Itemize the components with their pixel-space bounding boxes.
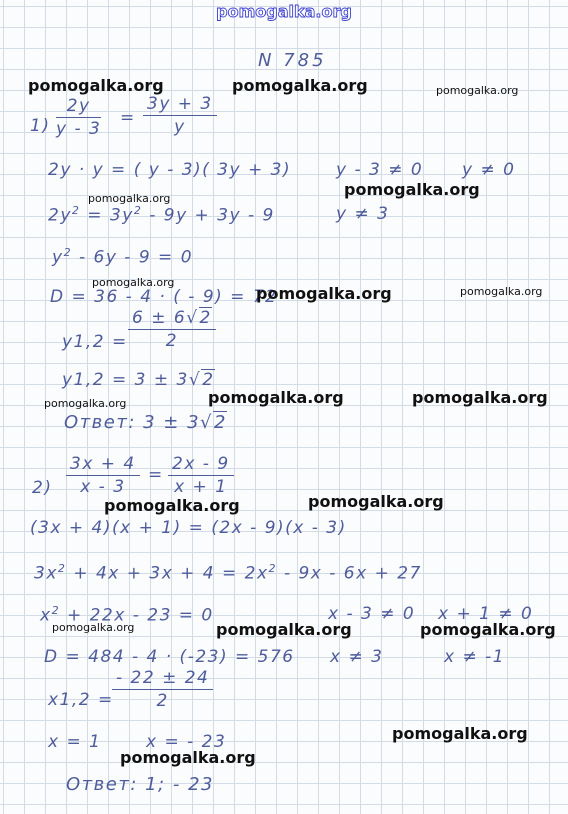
part1-step2-a: 2y — [48, 205, 72, 226]
watermark: pomogalka.org — [232, 76, 368, 95]
part1-frac-left-num: 2y — [56, 96, 101, 118]
watermark: pomogalka.org — [120, 748, 256, 767]
watermark: pomogalka.org — [208, 388, 344, 407]
part2-step2-b: + 4x + 3x + 4 = 2x — [73, 563, 269, 584]
part2-roots-label: x1,2 = — [48, 690, 114, 710]
header-watermark: pomogalka.org — [216, 2, 352, 21]
part1-step3-b: - 6y - 9 = 0 — [78, 247, 194, 268]
watermark: pomogalka.org — [436, 84, 519, 97]
part2-step2-c: - 9x - 6x + 27 — [283, 563, 422, 584]
watermark: pomogalka.org — [28, 76, 164, 95]
part2-step3-b: + 22x - 23 = 0 — [66, 605, 214, 626]
part1-frac-right-den: y — [174, 117, 186, 137]
part1-step2-c: - 9y + 3y - 9 — [149, 205, 275, 226]
part2-cond1: x - 3 ≠ 0 — [328, 604, 416, 624]
watermark: pomogalka.org — [88, 192, 171, 205]
part2-step1: (3x + 4)(x + 1) = (2x - 9)(x - 3) — [30, 518, 347, 538]
watermark: pomogalka.org — [412, 388, 548, 407]
sqrt-icon: √ — [188, 370, 202, 390]
part1-fraction-right — [143, 94, 217, 137]
part2-root1: x = 1 — [48, 732, 102, 752]
part1-roots2-a: y1,2 = 3 ± 3 — [62, 370, 189, 390]
part2-label: 2) — [32, 478, 53, 498]
part1-roots-num-rad: 2 — [199, 308, 212, 328]
part1-roots-den: 2 — [165, 331, 179, 351]
part1-step1: 2y · y = ( y - 3)( 3y + 3) — [48, 160, 292, 180]
part1-roots-num — [128, 308, 216, 330]
watermark: pomogalka.org — [392, 724, 528, 743]
part1-roots-label: y1,2 = — [62, 332, 128, 352]
part2-frac-right-den: x + 1 — [174, 477, 228, 497]
part1-step3-a: y — [52, 247, 64, 268]
part2-step2: $3x^2 + 4x + 3x + 4 = 2x^2 - 9x - 6x + 27$ — [34, 562, 422, 584]
part1-answer-a: Ответ: 3 ± 3 — [64, 412, 201, 433]
watermark: pomogalka.org — [308, 492, 444, 511]
part2-answer: Ответ: 1; - 23 — [66, 774, 214, 795]
problem-number: N 785 — [258, 50, 327, 71]
part2-frac-right-num: 2x - 9 — [168, 454, 234, 476]
part2-cond4: x ≠ -1 — [444, 647, 506, 667]
part1-cond3: y ≠ 3 — [336, 204, 390, 224]
part2-cond2: x + 1 ≠ 0 — [438, 604, 534, 624]
part1-step2-b: = 3y — [87, 205, 134, 226]
part1-frac-right-num: 3y + 3 — [143, 94, 217, 116]
part1-answer-rad: 2 — [214, 412, 227, 433]
watermark: pomogalka.org — [92, 276, 175, 289]
watermark: pomogalka.org — [460, 285, 543, 298]
watermark: pomogalka.org — [44, 397, 127, 410]
part2-cond3: x ≠ 3 — [330, 647, 384, 667]
part2-frac-left-num: 3x + 4 — [66, 454, 140, 476]
part1-roots2-rad: 2 — [202, 370, 215, 390]
part1-eq-sign: = — [120, 108, 136, 128]
part1-label: 1) — [30, 116, 51, 136]
part1-fraction-left — [56, 96, 101, 139]
part2-discriminant: D = 484 - 4 · (-23) = 576 — [44, 647, 295, 667]
watermark: pomogalka.org — [216, 620, 352, 639]
sqrt-icon: √ — [186, 308, 199, 328]
part1-discriminant: D = 36 - 4 · ( - 9) = 72 — [50, 287, 278, 307]
part1-cond2: y ≠ 0 — [462, 160, 516, 180]
part2-fraction-right — [168, 454, 234, 497]
watermark: pomogalka.org — [420, 620, 556, 639]
part2-frac-left-den: x - 3 — [80, 477, 126, 497]
part1-roots-num-a: 6 ± 6 — [132, 308, 187, 328]
part1-cond1: y - 3 ≠ 0 — [336, 160, 424, 180]
watermark: pomogalka.org — [52, 621, 135, 634]
watermark: pomogalka.org — [104, 496, 240, 515]
part2-roots-den: 2 — [156, 691, 169, 711]
part1-roots-fraction — [128, 308, 216, 351]
watermark: pomogalka.org — [256, 284, 392, 303]
part2-step2-a: 3x — [34, 563, 58, 584]
watermark: pomogalka.org — [344, 180, 480, 199]
part1-frac-left-den: y - 3 — [56, 119, 102, 139]
part2-step3-a: x — [40, 605, 52, 626]
part2-roots-fraction — [112, 668, 213, 711]
part2-eq-sign: = — [148, 465, 164, 485]
part1-step3: $y^2 - 6y - 9 = 0$ — [52, 246, 194, 268]
part1-step2: $2y^2 = 3y^2 - 9y + 3y - 9$ — [48, 204, 275, 226]
part1-answer — [64, 412, 227, 433]
part1-roots2 — [62, 370, 215, 390]
sqrt-icon: √ — [200, 412, 214, 433]
part2-roots-num: - 22 ± 24 — [112, 668, 213, 690]
part2-step3: $x^2 + 22x - 23 = 0$ — [40, 604, 214, 626]
part2-root2: x = - 23 — [146, 732, 227, 752]
part2-fraction-left — [66, 454, 140, 497]
